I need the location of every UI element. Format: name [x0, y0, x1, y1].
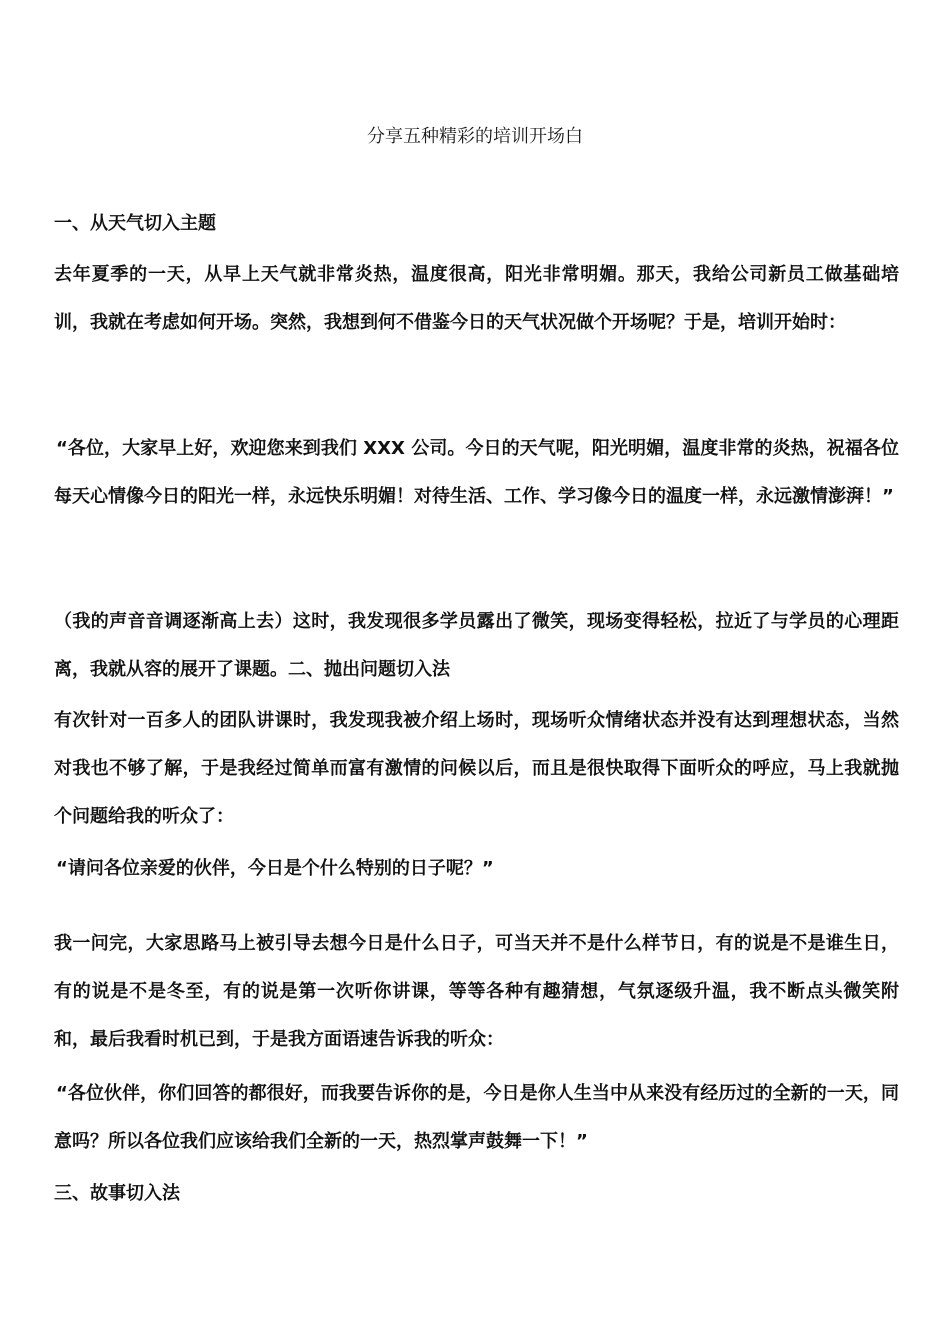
paragraph-question-quote: “请问各位亲爱的伙伴，今日是个什么特别的日子呢？” [56, 858, 494, 879]
paragraph-question-response: 我一问完，大家思路马上被引导去想今日是什么日子，可当天并不是什么样节日，有的说是不是谁生日，有的说是不是冬至，有的说是第一次听你讲课，等等各种有趣猜想，气氛逐级升温，我不断点头微笑附和，最后我看时机已到，于是我方面语速告诉我的听众： [54, 933, 899, 1050]
paragraph-weather-result: （我的声音音调逐渐高上去）这时，我发现很多学员露出了微笑，现场变得轻松，拉近了与学员的心理距离，我就从容的展开了课题。二、抛出问题切入法 [54, 611, 899, 680]
section-heading-weather: 一、从天气切入主题 [54, 213, 216, 234]
paragraph-question-story: 有次针对一百多人的团队讲课时，我发现我被介绍上场时，现场听众情绪状态并没有达到理想状态，当然对我也不够了解，于是我经过简单而富有激情的问候以后，而且是很快取得下面听众的呼应，马上我就抛个问题给我的听众了： [54, 710, 899, 827]
paragraph-weather-quote: “各位，大家早上好，欢迎您来到我们 XXX 公司。今日的天气呢，阳光明媚，温度非常的炎热，祝福各位每天心情像今日的阳光一样，永远快乐明媚！对待生活、工作、学习像今日的温度一样，永远激情澎湃！” [54, 438, 899, 507]
document-title: 分享五种精彩的培训开场白 [367, 126, 583, 147]
paragraph-new-day-quote: “各位伙伴，你们回答的都很好，而我要告诉你的是，今日是你人生当中从来没有经历过的全新的一天，同意吗？所以各位我们应该给我们全新的一天，热烈掌声鼓舞一下！” [54, 1083, 899, 1152]
paragraph-weather-story: 去年夏季的一天，从早上天气就非常炎热，温度很高，阳光非常明媚。那天，我给公司新员工做基础培训，我就在考虑如何开场。突然，我想到何不借鉴今日的天气状况做个开场呢？于是，培训开始时： [54, 264, 899, 333]
section-heading-story: 三、故事切入法 [54, 1183, 180, 1204]
